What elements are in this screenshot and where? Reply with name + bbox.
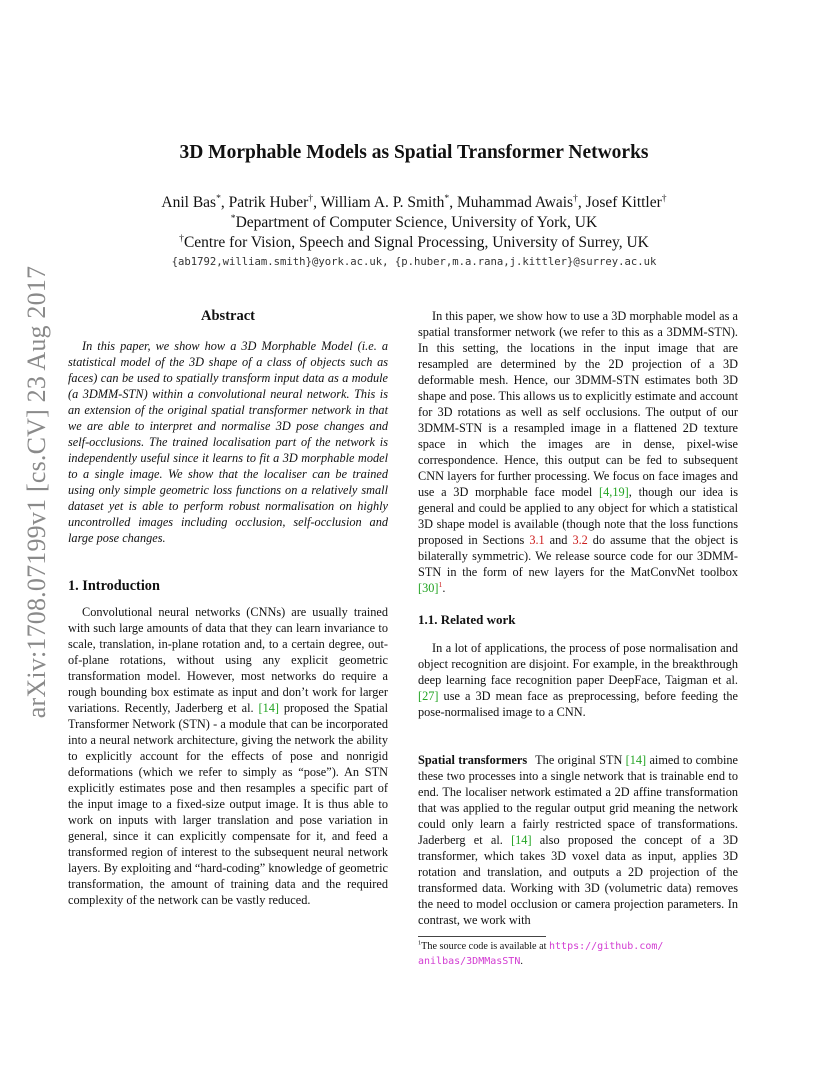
spatial-transformers-paragraph	[418, 752, 738, 928]
abstract-text: In this paper, we show how a 3D Morphable Model (i.e. a statistical model of the 3D shape of a class of objects such as faces) can be used to spatially transform input data as a module (a 3DMM-STN) within a convolutional neural network. This is an extension of the original spatial transformer network in that we are able to interpret and normalise 3D pose changes and self-occlusions. The trained localisation part of the network is independently useful since it learns to fit a 3D morphable model to a single image. We show that the localiser can be trained using only simple geometric loss functions on a relatively small dataset yet is able to perform robust normalisation on highly uncontrolled images including occlusion, self-occlusion and large pose changes.	[68, 339, 388, 545]
source-code-link[interactable]: anilbas/3DMMasSTN	[418, 956, 521, 967]
intro-paragraph	[68, 604, 388, 908]
source-code-link[interactable]: https://github.com/	[549, 941, 664, 952]
body-text: In this paper, we show how to use a 3D morphable model as a spatial transformer network (we refer to this as a 3DMM-STN). In this setting, the locations in the input image that are resampled are determined by the 2D projection of a 3D deformable mesh. Hence, our 3DMM-STN estimates both 3D shape and pose. This allows us to explicitly estimate and account for 3D rotations as well as self occlusions. The output of our 3DMM-STN is a resampled image in a flattened 2D texture space in which the images are in dense, pixel-wise correspondence. Hence, this output can be fed to subsequent CNN layers for further processing. We focus on face images and use a 3D morphable face model	[418, 309, 738, 499]
body-text: .	[442, 581, 446, 595]
author-mark: †	[661, 192, 667, 204]
body-text: use a 3D mean face as preprocessing, before feeding the pose-normalised image to a CNN.	[418, 689, 738, 719]
run-in-heading: Spatial transformers	[418, 753, 528, 767]
left-column	[68, 308, 388, 908]
author-mark: *	[216, 192, 221, 204]
footnote-number: 1	[418, 939, 422, 947]
related-paragraph	[418, 640, 738, 720]
footnote-text: The source code is available at	[421, 941, 550, 952]
author-name: Patrik Huber	[228, 194, 309, 211]
citation-link[interactable]: [30]	[418, 581, 439, 595]
author-name: Josef Kittler	[585, 194, 662, 211]
citation-link[interactable]: 19]	[612, 485, 629, 499]
body-text: and	[544, 533, 573, 547]
affiliation-mark: †	[179, 232, 184, 244]
citation-link[interactable]: [14]	[625, 753, 647, 767]
paper-title: 3D Morphable Models as Spatial Transformer Networks	[179, 142, 649, 163]
footnote	[418, 939, 740, 969]
intro-text: Convolutional neural networks (CNNs) are usually trained with such large amounts of data that they can learn invariance to scale, translation, in-plane rotation and, to a certain degree, out-of-plane rotations, without using any explicit geometric transformation model. However, most networks do require a rough bounding box estimate as input and don’t work for larger variations. Recently, Jaderberg et al.	[68, 605, 388, 715]
citation-link[interactable]: [14]	[511, 833, 532, 847]
body-text: also proposed the concept of a 3D transformer, which takes 3D voxel data as input, applies 3D rotation and translation, and outputs a 2D projection of the transformed data. Working with 3D (volumetric data) removes the need to model occlusion or camera projection parameters. In contrast, we work with	[418, 833, 738, 927]
footnote-end: .	[520, 956, 523, 967]
contribution-paragraph	[418, 308, 738, 596]
body-text: In a lot of applications, the process of pose normalisation and object recognition are disjoint. For example, in the breakthrough deep learning face recognition paper DeepFace, Taigman et al.	[418, 641, 738, 687]
affiliation-mark: *	[230, 212, 236, 224]
footnote-divider	[418, 936, 546, 937]
affiliation-text: Centre for Vision, Speech and Signal Processing, University of Surrey, UK	[183, 234, 649, 251]
citation-link[interactable]: [27]	[418, 689, 439, 703]
author-name: Muhammad Awais	[456, 194, 574, 211]
footnote-mark[interactable]: 1	[438, 579, 443, 589]
arxiv-sidebar	[18, 265, 56, 719]
body-text: , though our idea is general and could be applied to any object for which a statistical 3D shape model is available (though note that the loss functions proposed in Sections	[418, 485, 738, 547]
author-mark: †	[308, 192, 314, 204]
affiliation-surrey	[0, 234, 828, 252]
section-ref-link[interactable]: 3.2	[572, 533, 588, 547]
author-name: Anil Bas	[161, 194, 217, 211]
intro-heading: 1. Introduction	[68, 578, 160, 594]
intro-text: proposed the Spatial Transformer Network (STN) - a module that can be incorporated into a neural network architecture, giving the network the ability to explicitly account for the effects of pose and nonrigid deformations (which we refer to simply as “pose”). An STN explicitly estimates pose and then resamples a specific part of the input image to a fixed-size output image. It is thus able to work on inputs with larger translation and pose variation in general, since it can explicitly compensate for it, and feed a transformed region of interest to the subsequent neural network layers. By exploiting and “hard-coding” knowledge of geometric transformation, the amount of training data and the required complexity of the network can be vastly reduced.	[68, 701, 388, 907]
abstract-heading: Abstract	[201, 308, 255, 324]
author-emails: {ab1792,william.smith}@york.ac.uk, {p.huber,m.a.rana,j.kittler}@surrey.ac.uk	[171, 256, 657, 268]
arxiv-identifier: arXiv:1708.07199v1 [cs.CV] 23 Aug 2017	[22, 265, 51, 719]
right-column	[418, 308, 738, 928]
author-mark: *	[444, 192, 450, 204]
body-text: do assume that the object is bilaterally symmetric). We release source code for our 3DMM-STN in the form of new layers for the MatConvNet toolbox	[418, 533, 738, 579]
affiliation-text: Department of Computer Science, University of York, UK	[235, 214, 598, 231]
citation-link[interactable]: [4,	[599, 485, 613, 499]
related-work-heading: 1.1. Related work	[418, 612, 516, 627]
author-list: Anil Bas*, Patrik Huber†, William A. P. Smith*, Muhammad Awais†, Josef Kittler†	[161, 192, 667, 211]
citation-link[interactable]: [14]	[258, 701, 279, 715]
affiliation-york	[0, 214, 828, 232]
author-mark: †	[573, 192, 578, 204]
body-text: aimed to combine these two processes into a single network that is trainable end to end. The localiser network estimated a 2D affine transformation that was applied to the regular output grid meaning the network could only learn a fairly restricted space of transformations. Jaderberg et al.	[418, 753, 738, 847]
section-ref-link[interactable]: 3.1	[529, 533, 545, 547]
author-name: William A. P. Smith	[320, 194, 445, 211]
body-text: The original STN	[535, 753, 626, 767]
